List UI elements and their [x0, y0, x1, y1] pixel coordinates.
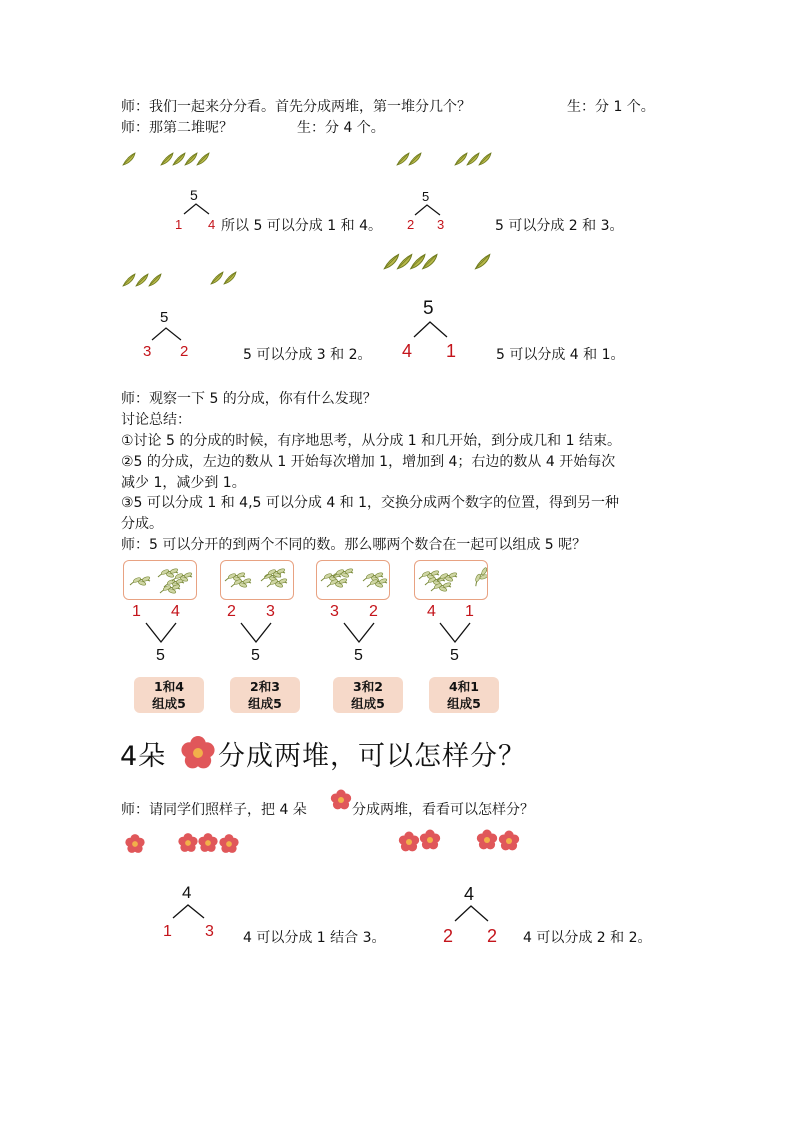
observe-question: 师：观察一下 5 的分成，你有什么发现？ — [121, 391, 377, 407]
tree-branch-lines — [172, 903, 206, 919]
compose-right-number: 2 — [369, 603, 378, 620]
compose-branch-lines — [342, 622, 376, 644]
compose-left-number: 3 — [330, 603, 339, 620]
split-caption: 4 可以分成 1 结合 3。 — [243, 930, 386, 946]
leaf-group-2-and-3 — [396, 148, 496, 170]
split-caption: 所以 5 可以分成 1 和 4。 — [221, 218, 382, 234]
flower-title-part2: 分成两堆，可以怎样分？ — [218, 741, 526, 772]
badge-line-1: 2和3 — [250, 679, 280, 694]
compose-left-number: 2 — [227, 603, 236, 620]
dialog-teacher-line1: 师：我们一起来分分看。首先分成两堆，第一堆分几个？ — [121, 99, 471, 115]
tree-left-number: 1 — [175, 217, 183, 232]
compose-bottom-number: 5 — [354, 647, 363, 664]
tree-left-number: 2 — [443, 926, 454, 946]
split-caption: 5 可以分成 2 和 3。 — [495, 218, 624, 234]
compose-left-number: 4 — [427, 603, 436, 620]
compose-badge-1 — [134, 677, 204, 713]
badge-line-1: 1和4 — [154, 679, 184, 694]
sprig-card-2 — [220, 560, 294, 600]
tree-left-number: 1 — [163, 923, 172, 940]
summary-point-1: ①讨论 5 的分成的时候，有序地思考，从分成 1 和几开始，到分成几和 1 结束。 — [121, 433, 621, 449]
compose-badge-2 — [230, 677, 300, 713]
tree-left-number: 2 — [407, 217, 415, 232]
summary-point-3-line1: ③5 可以分成 1 和 4,5 可以分成 4 和 1，交换分成两个数字的位置，得到另一种 — [121, 495, 620, 511]
compose-question: 师：5 可以分开的到两个不同的数。那么哪两个数合在一起可以组成 5 呢？ — [121, 537, 587, 553]
sprig-image — [221, 561, 293, 599]
tree-top-number: 5 — [160, 309, 169, 326]
compose-right-number: 3 — [266, 603, 275, 620]
compose-badge-4 — [429, 677, 499, 713]
tree-top-number: 4 — [182, 883, 192, 902]
summary-point-2-line1: ②5 的分成，左边的数从 1 开始每次增加 1，增加到 4；右边的数从 4 开始每次 — [121, 454, 616, 470]
summary-point-3-line2: 分成。 — [121, 516, 163, 532]
badge-line-1: 3和2 — [353, 679, 383, 694]
compose-branch-lines — [144, 622, 178, 644]
tree-left-number: 3 — [143, 343, 152, 360]
tree-branch-lines — [183, 203, 211, 215]
compose-badge-3 — [333, 677, 403, 713]
dialog-student-line1: 生：分 1 个。 — [567, 99, 655, 115]
sprig-image — [415, 561, 487, 599]
leaf-group-4-and-1 — [383, 246, 498, 274]
tree-right-number: 1 — [446, 341, 457, 361]
dialog-teacher-line2: 师：那第二堆呢？ — [121, 120, 233, 136]
compose-branch-lines — [438, 622, 472, 644]
tree-top-number: 5 — [422, 189, 430, 204]
summary-title: 讨论总结： — [121, 412, 191, 428]
badge-line-1: 4和1 — [449, 679, 479, 694]
leaf-group-3-and-2 — [122, 268, 247, 290]
compose-left-number: 1 — [132, 603, 141, 620]
flower-group-2-and-2 — [398, 828, 528, 854]
sprig-card-3 — [316, 560, 390, 600]
tree-right-number: 2 — [487, 926, 498, 946]
tree-branch-lines — [413, 320, 449, 338]
summary-point-2-line2: 减少 1，减少到 1。 — [121, 475, 246, 491]
tree-top-number: 4 — [464, 884, 475, 904]
compose-bottom-number: 5 — [450, 647, 459, 664]
tree-branch-lines — [151, 327, 183, 341]
flower-icon — [180, 735, 216, 771]
dialog-student-line2: 生：分 4 个。 — [297, 120, 385, 136]
flower-instruction-part2: 分成两堆，看看可以怎样分？ — [352, 802, 534, 818]
sprig-card-1 — [123, 560, 197, 600]
tree-branch-lines — [414, 204, 442, 216]
badge-line-2: 组成5 — [447, 696, 481, 711]
tree-top-number: 5 — [190, 187, 198, 203]
compose-right-number: 1 — [465, 603, 474, 620]
compose-branch-lines — [239, 622, 273, 644]
badge-line-2: 组成5 — [248, 696, 282, 711]
compose-bottom-number: 5 — [251, 647, 260, 664]
tree-left-number: 4 — [402, 341, 413, 361]
leaf-group-1-and-4 — [122, 148, 222, 170]
badge-line-2: 组成5 — [152, 696, 186, 711]
sprig-image — [317, 561, 389, 599]
compose-bottom-number: 5 — [156, 647, 165, 664]
tree-branch-lines — [454, 904, 490, 922]
flower-instruction-part1: 师：请同学们照样子，把 4 朵 — [121, 802, 307, 818]
flower-icon — [330, 789, 352, 811]
flower-title-part1: 4朵 — [120, 741, 167, 772]
compose-right-number: 4 — [171, 603, 180, 620]
tree-right-number: 3 — [437, 217, 445, 232]
tree-right-number: 3 — [205, 923, 214, 940]
sprig-image — [124, 561, 196, 599]
tree-top-number: 5 — [423, 298, 434, 319]
tree-right-number: 2 — [180, 343, 189, 360]
sprig-card-4 — [414, 560, 488, 600]
flower-group-1-and-3 — [124, 832, 244, 856]
split-caption: 5 可以分成 3 和 2。 — [243, 347, 372, 363]
split-caption: 4 可以分成 2 和 2。 — [523, 930, 652, 946]
split-caption: 5 可以分成 4 和 1。 — [496, 347, 625, 363]
badge-line-2: 组成5 — [351, 696, 385, 711]
tree-right-number: 4 — [208, 217, 216, 232]
